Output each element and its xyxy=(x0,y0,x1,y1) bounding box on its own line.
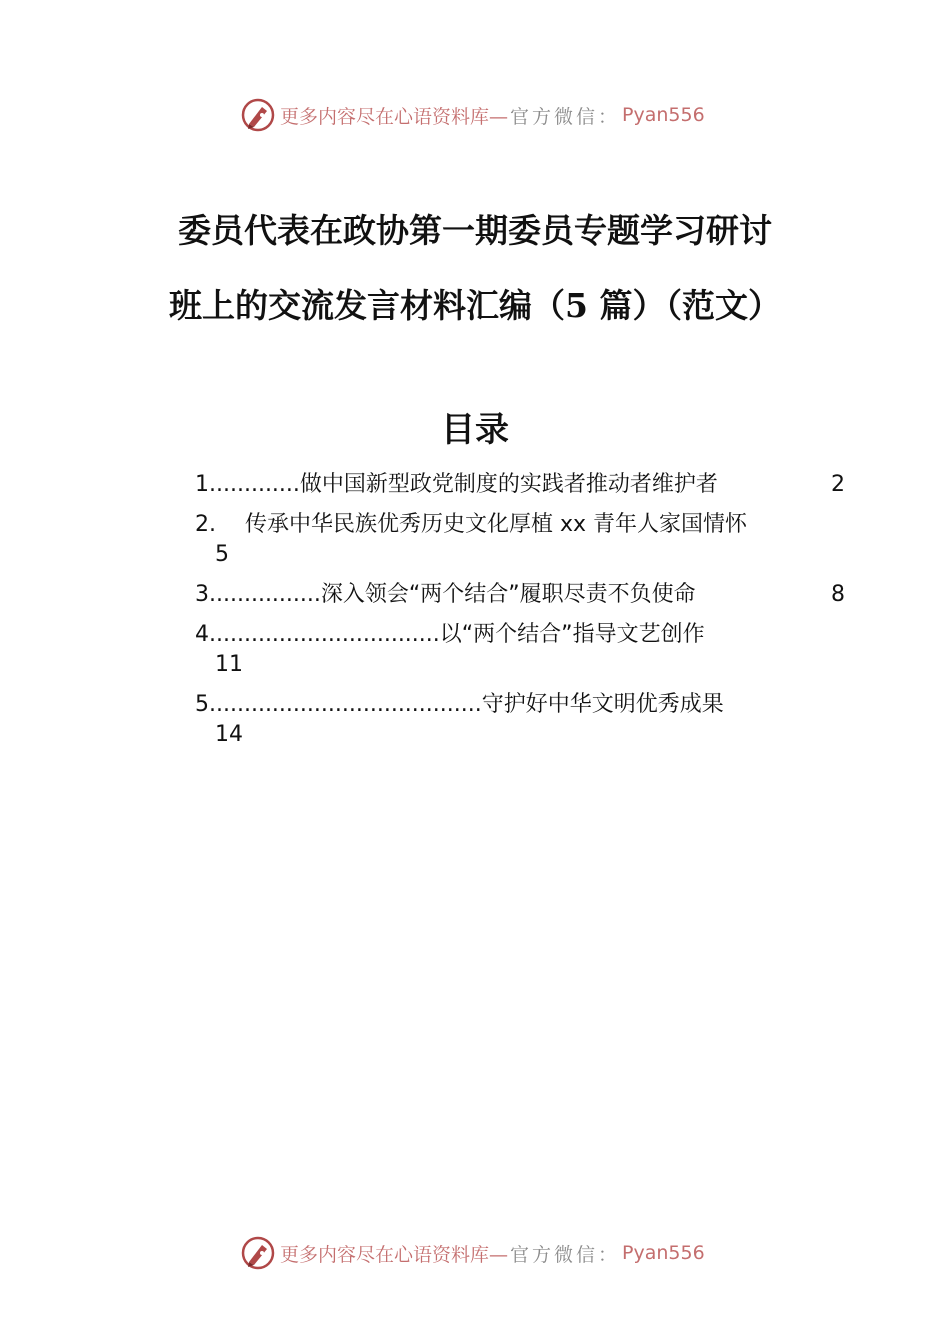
watermark-wechat-id: Pyan556 xyxy=(622,1242,705,1264)
toc-item-text: 传承中华民族优秀历史文化厚植 xx 青年人家国情怀 xyxy=(245,512,748,537)
toc-item-text: 守护好中华文明优秀成果 xyxy=(481,692,724,717)
footer-watermark xyxy=(240,1233,760,1273)
toc-item-page: 2 xyxy=(831,472,845,497)
document-title-line-2: 班上的交流发言材料汇编（5 篇）（范文） xyxy=(169,286,781,325)
document-title-line-1: 委员代表在政协第一期委员专题学习研讨 xyxy=(178,211,772,250)
toc-item-1[interactable] xyxy=(195,470,845,500)
watermark-wechat-label: 官方微信： xyxy=(510,1243,621,1266)
pen-nib-logo-icon xyxy=(240,1235,276,1271)
toc-item-text: 以“两个结合”指导文艺创作 xyxy=(439,622,705,647)
toc-item-page: 8 xyxy=(831,582,845,607)
toc-item-2[interactable] xyxy=(195,510,845,570)
toc-heading: 目录 xyxy=(441,410,509,450)
toc-item-page: 5 xyxy=(215,542,229,567)
toc-item-5[interactable] xyxy=(195,690,845,750)
toc-item-3[interactable] xyxy=(195,580,845,610)
table-of-contents xyxy=(195,470,845,750)
toc-item-leader: 5....................................... xyxy=(195,692,482,717)
toc-item-leader: 2. xyxy=(195,512,238,537)
toc-item-leader: 4................................. xyxy=(195,622,440,647)
watermark-wechat-label: 官方微信： xyxy=(510,105,621,128)
header-watermark xyxy=(240,95,760,135)
toc-item-page: 14 xyxy=(215,722,243,747)
toc-item-leader: 3................ xyxy=(195,582,321,607)
toc-item-text: 做中国新型政党制度的实践者推动者维护者 xyxy=(299,472,718,497)
toc-item-4[interactable] xyxy=(195,620,845,680)
watermark-text: 更多内容尽在心语资料库— xyxy=(280,1243,509,1266)
pen-nib-logo-icon xyxy=(240,97,276,133)
watermark-text: 更多内容尽在心语资料库— xyxy=(280,105,509,128)
watermark-wechat-id: Pyan556 xyxy=(622,104,705,126)
toc-item-leader: 1............. xyxy=(195,472,300,497)
toc-item-text: 深入领会“两个结合”履职尽责不负使命 xyxy=(320,582,696,607)
toc-item-page: 11 xyxy=(215,652,243,677)
